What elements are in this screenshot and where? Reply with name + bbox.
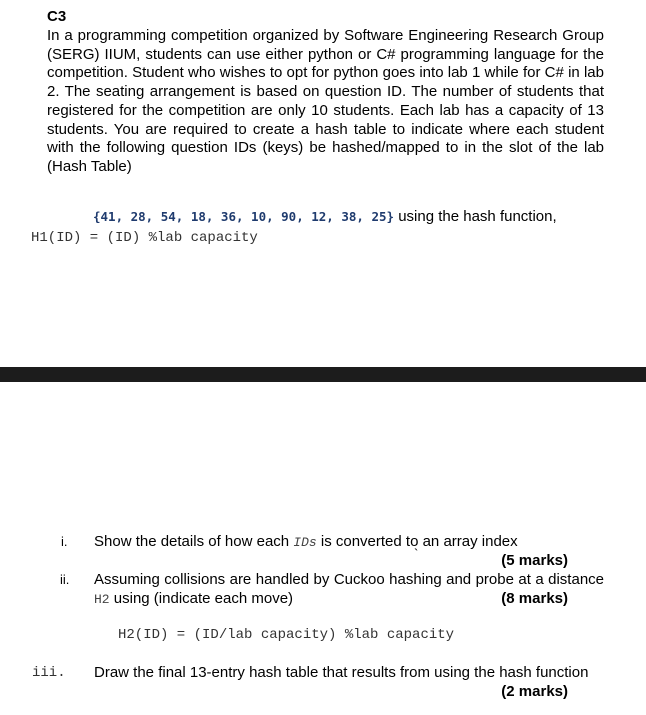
subquestion-marks: (8 marks) — [501, 590, 568, 607]
subquestion-number: i. — [61, 534, 68, 549]
keys-suffix: using the hash function, — [394, 208, 557, 225]
subquestion-text-after: using (indicate each move) — [109, 589, 294, 607]
subquestion-text-before: Show the details of how each — [94, 533, 294, 550]
subquestion-text-after: is converted to an array index — [316, 533, 518, 550]
question-heading: C3 — [47, 8, 67, 25]
h2-formula: H2(ID) = (ID/lab capacity) %lab capacity — [118, 627, 455, 643]
subquestion-text — [94, 533, 604, 553]
ids-code: IDs — [293, 535, 317, 550]
h1-formula: H1(ID) = (ID) %lab capacity — [31, 230, 258, 246]
question-intro: In a programming competition organized by Software Engineering Research Group (SERG) IIUM, students can use either python or C# programming language for the competition. Student who wishes to opt for python goes into lab 1 while for C# in lab 2. The seating arrangement is based on question ID. The number of students that registered for the competition are only 10 students. Each lab has a capacity of 13 students. You are required to create a hash table to indicate where each student with the following question IDs (keys) be hashed/mapped to in the slot of the lab (Hash Table) — [47, 27, 604, 175]
h2-code: H2 — [94, 591, 110, 607]
question-keys: {41, 28, 54, 18, 36, 10, 90, 12, 38, 25} — [93, 209, 395, 224]
stray-tick-mark: ` — [414, 546, 419, 561]
subquestion-number: iii. — [32, 665, 66, 681]
keys-line — [93, 208, 557, 226]
subquestion-text-before: Assuming collisions are handled by Cuckoo hashing and probe at a distance — [94, 571, 604, 588]
separator-bar — [0, 367, 646, 382]
subquestion-marks: (5 marks) — [501, 552, 568, 569]
subquestion-number: ii. — [60, 572, 70, 587]
subquestion-text: Draw the final 13-entry hash table that results from using the hash function — [94, 664, 589, 681]
subquestion-marks: (2 marks) — [501, 683, 568, 700]
